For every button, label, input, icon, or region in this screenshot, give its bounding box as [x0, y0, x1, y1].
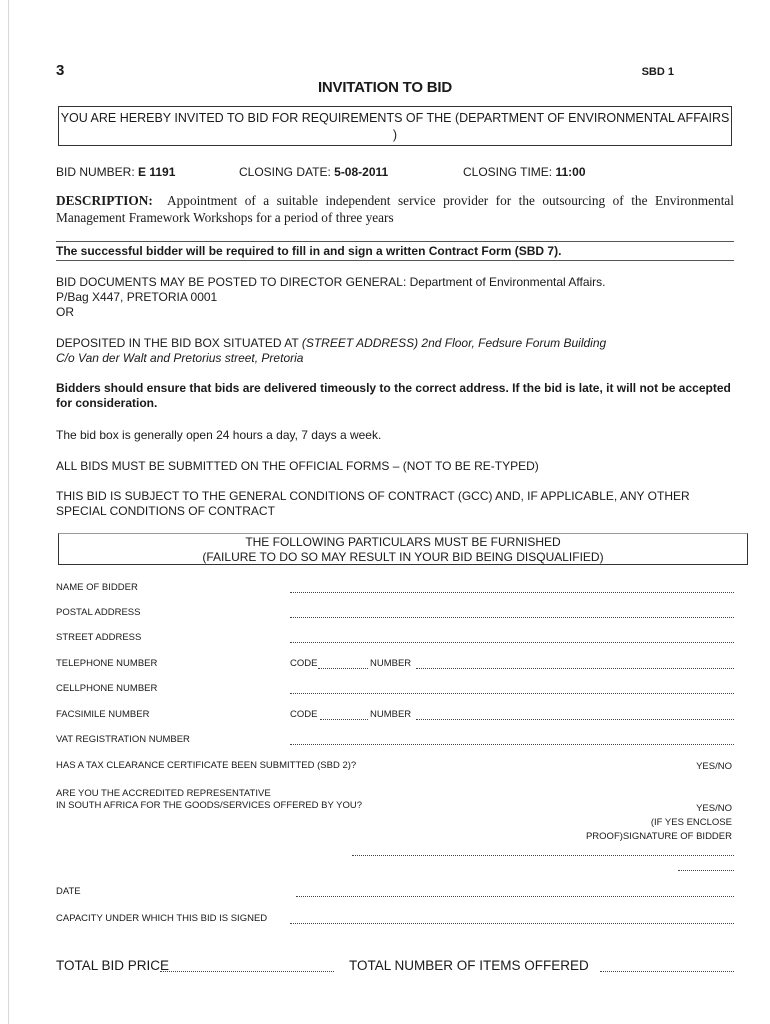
description-label: DESCRIPTION: — [56, 193, 153, 208]
cellphone-number-field[interactable] — [290, 693, 734, 694]
particulars-line-1: THE FOLLOWING PARTICULARS MUST BE FURNISHED — [245, 535, 561, 549]
closing-time — [463, 165, 586, 179]
facsimile-code-field[interactable] — [320, 719, 368, 720]
closing-date — [239, 165, 388, 179]
page-title: INVITATION TO BID — [317, 79, 453, 96]
representative-note-line-1: (IF YES ENCLOSE — [650, 817, 732, 828]
page-edge-line — [8, 0, 9, 1024]
postal-address-field[interactable] — [290, 617, 734, 618]
particulars-line-2: (FAILURE TO DO SO MAY RESULT IN YOUR BID BEING DISQUALIFIED) — [202, 550, 604, 564]
facsimile-number-label: FACSIMILE NUMBER — [56, 709, 150, 720]
post-line-3: OR — [56, 305, 74, 319]
particulars-box — [58, 533, 748, 565]
facsimile-code-label: CODE — [290, 709, 318, 720]
deposit-line-1b: (STREET ADDRESS) 2nd Floor, Fedsure Forum Building — [301, 336, 607, 350]
invitation-box: YOU ARE HEREBY INVITED TO BID FOR REQUIREMENTS OF THE (DEPARTMENT OF ENVIRONMENTAL AFFAIRS ) — [58, 106, 732, 146]
telephone-number-field[interactable] — [416, 668, 734, 669]
deposit-line-2 — [56, 351, 736, 366]
representative-question-line-2: IN SOUTH AFRICA FOR THE GOODS/SERVICES OFFERED BY YOU? — [56, 800, 362, 811]
cellphone-number-label: CELLPHONE NUMBER — [56, 683, 158, 694]
date-label: DATE — [56, 886, 81, 897]
vat-registration-field[interactable] — [290, 744, 734, 745]
form-code: SBD 1 — [641, 66, 674, 78]
representative-answer[interactable]: YES/NO — [696, 803, 732, 814]
total-bid-price-field[interactable] — [160, 971, 334, 972]
street-address-label: STREET ADDRESS — [56, 632, 142, 643]
postal-address-label: POSTAL ADDRESS — [56, 607, 141, 618]
post-line-2: P/Bag X447, PRETORIA 0001 — [56, 290, 218, 304]
page-number: 3 — [56, 62, 65, 79]
telephone-code-label: CODE — [290, 658, 318, 669]
date-field[interactable] — [296, 896, 734, 897]
closing-time-label: CLOSING TIME: — [463, 165, 553, 179]
description — [56, 192, 734, 226]
closing-date-value: 5-08-2011 — [334, 165, 389, 179]
representative-question-line-1: ARE YOU THE ACCREDITED REPRESENTATIVE — [56, 788, 271, 799]
description-text: Appointment of a suitable independent service provider for the outsourcing of the Environmental Management Framework Workshops for a period of three years — [56, 193, 734, 225]
contract-notice: The successful bidder will be required to fill in and sign a written Contract Form (SBD 7). — [56, 241, 734, 261]
total-bid-price-label: TOTAL BID PRICE — [56, 958, 170, 973]
total-items-field[interactable] — [600, 971, 734, 972]
facsimile-number-field[interactable] — [416, 719, 734, 720]
representative-note-line-2: PROOF)SIGNATURE OF BIDDER — [585, 831, 732, 842]
gcc-notice: THIS BID IS SUBJECT TO THE GENERAL CONDITIONS OF CONTRACT (GCC) AND, IF APPLICABLE, ANY OTHER SPECIAL CONDITIONS OF CONTRACT — [56, 489, 690, 518]
post-line-1: BID DOCUMENTS MAY BE POSTED TO DIRECTOR GENERAL: Department of Environmental Affairs. — [56, 275, 606, 289]
tax-clearance-answer[interactable]: YES/NO — [696, 761, 732, 772]
closing-time-value: 11:00 — [555, 165, 586, 179]
name-of-bidder-label: NAME OF BIDDER — [56, 582, 138, 593]
street-address-field[interactable] — [290, 642, 734, 643]
official-forms-notice: ALL BIDS MUST BE SUBMITTED ON THE OFFICIAL FORMS – (NOT TO BE RE-TYPED) — [56, 459, 539, 473]
bid-box-hours: The bid box is generally open 24 hours a day, 7 days a week. — [56, 428, 382, 442]
total-items-label: TOTAL NUMBER OF ITEMS OFFERED — [349, 958, 589, 973]
name-of-bidder-field[interactable] — [290, 592, 734, 593]
closing-date-label: CLOSING DATE: — [239, 165, 331, 179]
telephone-code-field[interactable] — [318, 668, 368, 669]
bid-number-value: E 1191 — [138, 165, 176, 179]
bid-number — [56, 165, 175, 179]
vat-registration-label: VAT REGISTRATION NUMBER — [56, 734, 190, 745]
timeous-notice: Bidders should ensure that bids are delivered timeously to the correct address. If the bid is late, it will not be accepted for consideration. — [56, 381, 731, 410]
capacity-field[interactable] — [290, 923, 734, 924]
deposit-line-1a: DEPOSITED IN THE BID BOX SITUATED AT — [56, 336, 299, 350]
signature-extra-field[interactable] — [678, 870, 734, 871]
bid-number-label: BID NUMBER: — [56, 165, 135, 179]
deposit-line-2-text: C/o Van der Walt and Pretorius street, Pretoria — [56, 351, 304, 365]
facsimile-number-sublabel: NUMBER — [370, 709, 412, 720]
signature-field[interactable] — [352, 855, 734, 856]
deposit-line-1 — [56, 336, 736, 351]
telephone-number-label: TELEPHONE NUMBER — [56, 658, 158, 669]
tax-clearance-question: HAS A TAX CLEARANCE CERTIFICATE BEEN SUBMITTED (SBD 2)? — [56, 760, 357, 771]
capacity-label: CAPACITY UNDER WHICH THIS BID IS SIGNED — [56, 913, 268, 924]
telephone-number-sublabel: NUMBER — [370, 658, 412, 669]
